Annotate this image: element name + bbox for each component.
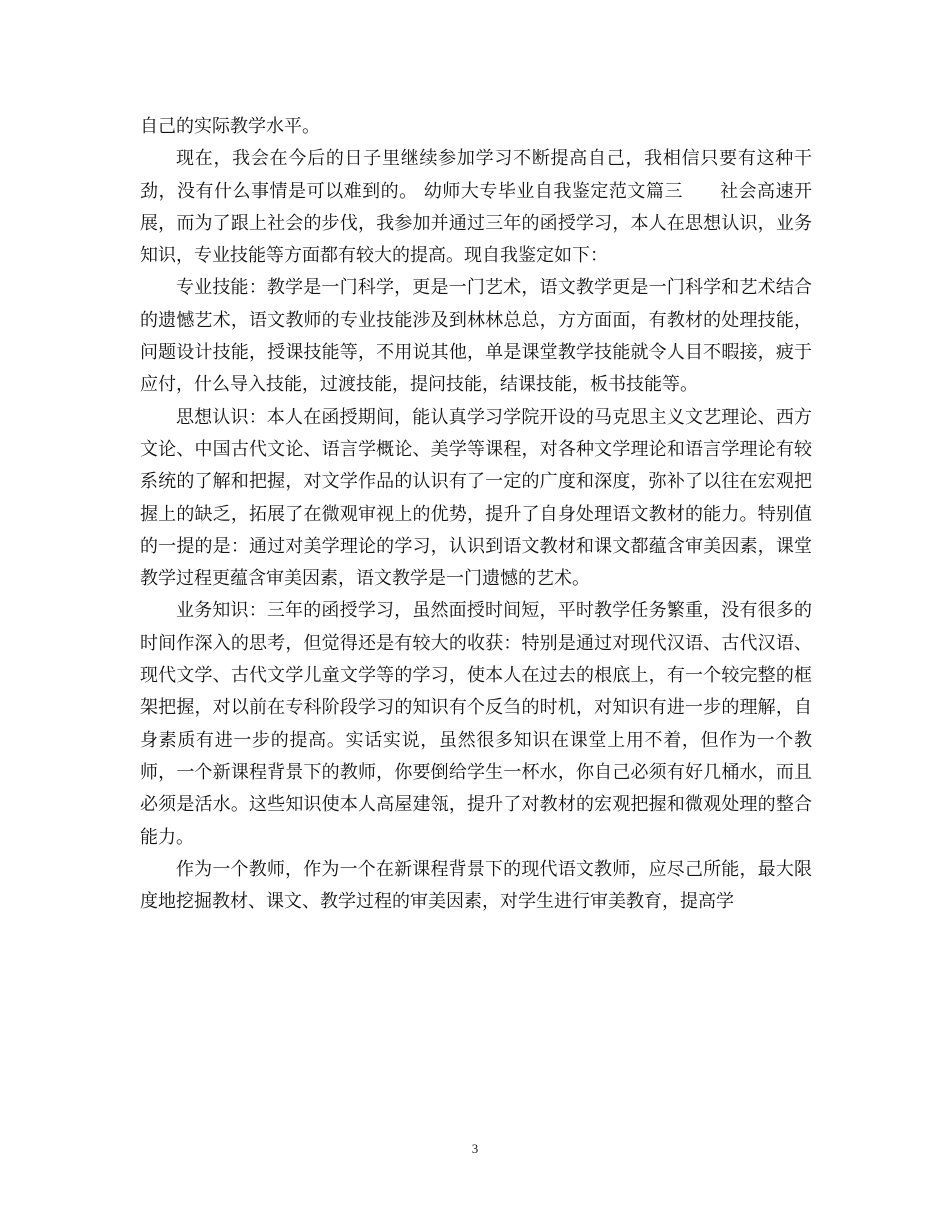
paragraph-as-a-teacher: 作为一个教师，作为一个在新课程背景下的现代语文教师，应尽己所能，最大限度地挖掘教材、课文、教学过程的审美因素，对学生进行审美教育，提高学 [140, 858, 812, 913]
paragraph-business-knowledge: 业务知识：三年的函授学习，虽然面授时间短，平时教学任务繁重，没有很多的时间作深入的思考，但觉得还是有较大的收获：特别是通过对现代汉语、古代汉语、现代文学、古代文学儿童文学等的学习，使本人在过去的根底上，有一个较完整的框架把握，对以前在专科阶段学习的知识有个反刍的时机，对知识有进一步的理解，自身素质有进一步的提高。实话实说，虽然很多知识在课堂上用不着，但作为一个教师，一个新课程背景下的教师，你要倒给学生一杯水，你自己必须有好几桶水，而且必须是活水。这些知识使本人高屋建瓴，提升了对教材的宏观把握和微观处理的整合能力。 [140, 600, 812, 848]
document-body [140, 111, 812, 918]
paragraph-intro: 现在，我会在今后的日子里继续参加学习不断提高自己，我相信只要有这种干劲，没有什么事情是可以难到的。 幼师大专毕业自我鉴定范文篇三 社会高速开展，而为了跟上社会的步伐，我参加并通过三年的函授学习，本人在思想认识，业务知识，专业技能等方面都有较大的提高。现自我鉴定如下： [140, 148, 812, 267]
paragraph-professional-skills: 专业技能：教学是一门科学，更是一门艺术，语文教学更是一门科学和艺术结合的遗憾艺术，语文教师的专业技能涉及到林林总总，方方面面，有教材的处理技能，问题设计技能，授课技能等，不用说其他，单是课堂教学技能就令人目不暇接，疲于应付，什么导入技能，过渡技能，提问技能，结课技能，板书技能等。 [140, 277, 812, 396]
paragraph-continuation: 自己的实际教学水平。 [140, 116, 320, 137]
page-number: 3 [471, 1141, 479, 1156]
paragraph-ideological-understanding: 思想认识：本人在函授期间，能认真学习学院开设的马克思主义文艺理论、西方文论、中国古代文论、语言学概论、美学等课程，对各种文学理论和语言学理论有较系统的了解和把握，对文学作品的认识有了一定的广度和深度，弥补了以往在宏观把握上的缺乏，拓展了在微观审视上的优势，提升了自身处理语文教材的能力。特别值的一提的是：通过对美学理论的学习，认识到语文教材和课文都蕴含审美因素，课堂教学过程更蕴含审美因素，语文教学是一门遗憾的艺术。 [140, 406, 812, 590]
